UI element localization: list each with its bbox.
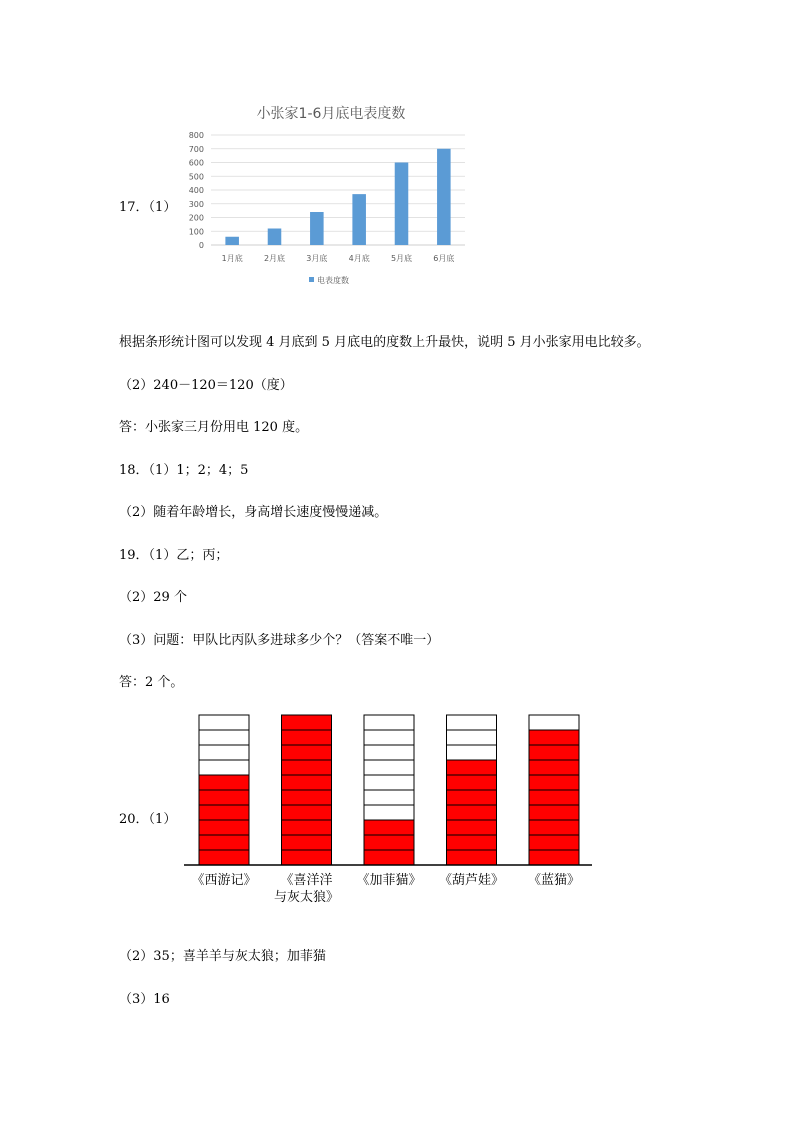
y-tick-label: 400 [188,186,204,195]
filled-cell [529,760,579,775]
empty-cell [199,745,249,760]
q19-answer: 答：2 个。 [119,675,184,690]
x-tick-label: 3月底 [306,254,328,263]
q20-label: 20．（1） [119,812,177,827]
filled-cell [447,775,497,790]
empty-cell [447,730,497,745]
empty-cell [529,715,579,730]
q19-part3: （3）问题：甲队比丙队多进球多少个？（答案不唯一） [119,633,440,648]
filled-cell [529,730,579,745]
bar-5 [395,163,409,246]
empty-cell [447,745,497,760]
empty-cell [199,730,249,745]
y-tick-label: 700 [188,144,204,154]
q20-part3: （3）16 [119,992,170,1007]
q17-label: 17．（1） [119,200,177,215]
x-tick-label: 5月底 [390,254,413,263]
bar-2 [268,229,282,246]
category-label: 与灰太狼》 [273,890,340,905]
electricity-bar-chart [175,95,475,295]
filled-cell [199,850,249,865]
bar-1 [225,237,239,245]
filled-cell [529,850,579,865]
column-5 [529,715,579,865]
column-1 [199,715,249,865]
bar-4 [352,194,366,245]
category-label: 《西游记》 [191,873,257,888]
category-label: 《喜洋洋 [280,873,333,888]
filled-cell [364,850,414,865]
filled-cell [529,820,579,835]
q17-part2: （2）240－120＝120（度） [119,378,293,393]
filled-cell [199,820,249,835]
empty-cell [364,760,414,775]
column-3 [364,715,414,865]
legend-label: 电表度数 [317,276,349,285]
filled-cell [364,820,414,835]
y-tick-label: 0 [198,241,204,250]
empty-cell [364,775,414,790]
empty-cell [447,715,497,730]
q17-conclusion: 根据条形统计图可以发现 4 月底到 5 月底电的度数上升最快，说明 5 月小张家用电比较多。 [119,335,650,350]
q19-part2: （2）29 个 [119,590,187,605]
x-tick-label: 6月底 [433,254,455,263]
filled-cell [447,820,497,835]
y-tick-label: 800 [188,131,204,140]
empty-cell [364,715,414,730]
filled-cell [529,745,579,760]
empty-cell [364,745,414,760]
filled-cell [529,805,579,820]
filled-cell [529,790,579,805]
y-tick-label: 100 [188,227,204,237]
filled-cell [282,775,332,790]
filled-cell [282,730,332,745]
empty-cell [199,715,249,730]
q19-part1: 19．（1）乙；丙； [119,548,229,563]
q18-part1: 18．（1）1；2；4；5 [119,463,249,478]
filled-cell [282,820,332,835]
legend-swatch [309,277,314,282]
filled-cell [529,835,579,850]
column-4 [447,715,497,865]
filled-cell [529,775,579,790]
filled-cell [447,790,497,805]
q17-answer: 答：小张家三月份用电 120 度。 [119,420,309,435]
filled-cell [282,805,332,820]
category-label: 《蓝猫》 [527,873,581,888]
q20-part2: （2）35；喜羊羊与灰太狼；加菲猫 [119,949,326,964]
filled-cell [199,805,249,820]
y-tick-label: 600 [188,158,204,168]
filled-cell [447,805,497,820]
filled-cell [199,790,249,805]
chart-title: 小张家1-6月底电表度数 [256,106,406,122]
empty-cell [364,730,414,745]
filled-cell [447,850,497,865]
filled-cell [447,835,497,850]
empty-cell [364,790,414,805]
cartoon-cell-chart [180,708,600,908]
filled-cell [282,850,332,865]
y-tick-label: 300 [188,199,204,209]
filled-cell [282,745,332,760]
filled-cell [282,835,332,850]
bar-6 [437,149,451,245]
category-label: 《葫芦娃》 [438,873,505,888]
y-tick-label: 200 [188,213,204,223]
filled-cell [199,835,249,850]
x-tick-label: 1月底 [221,254,243,263]
filled-cell [282,760,332,775]
filled-cell [282,715,332,730]
y-tick-label: 500 [188,172,204,182]
filled-cell [282,790,332,805]
filled-cell [447,760,497,775]
q18-part2: （2）随着年龄增长，身高增长速度慢慢递减。 [119,505,388,520]
filled-cell [364,835,414,850]
x-tick-label: 4月底 [348,254,370,263]
empty-cell [364,805,414,820]
x-tick-label: 2月底 [263,254,286,263]
category-label: 《加菲猫》 [356,873,422,888]
filled-cell [199,775,249,790]
bar-3 [310,212,324,245]
column-2 [282,715,332,865]
empty-cell [199,760,249,775]
